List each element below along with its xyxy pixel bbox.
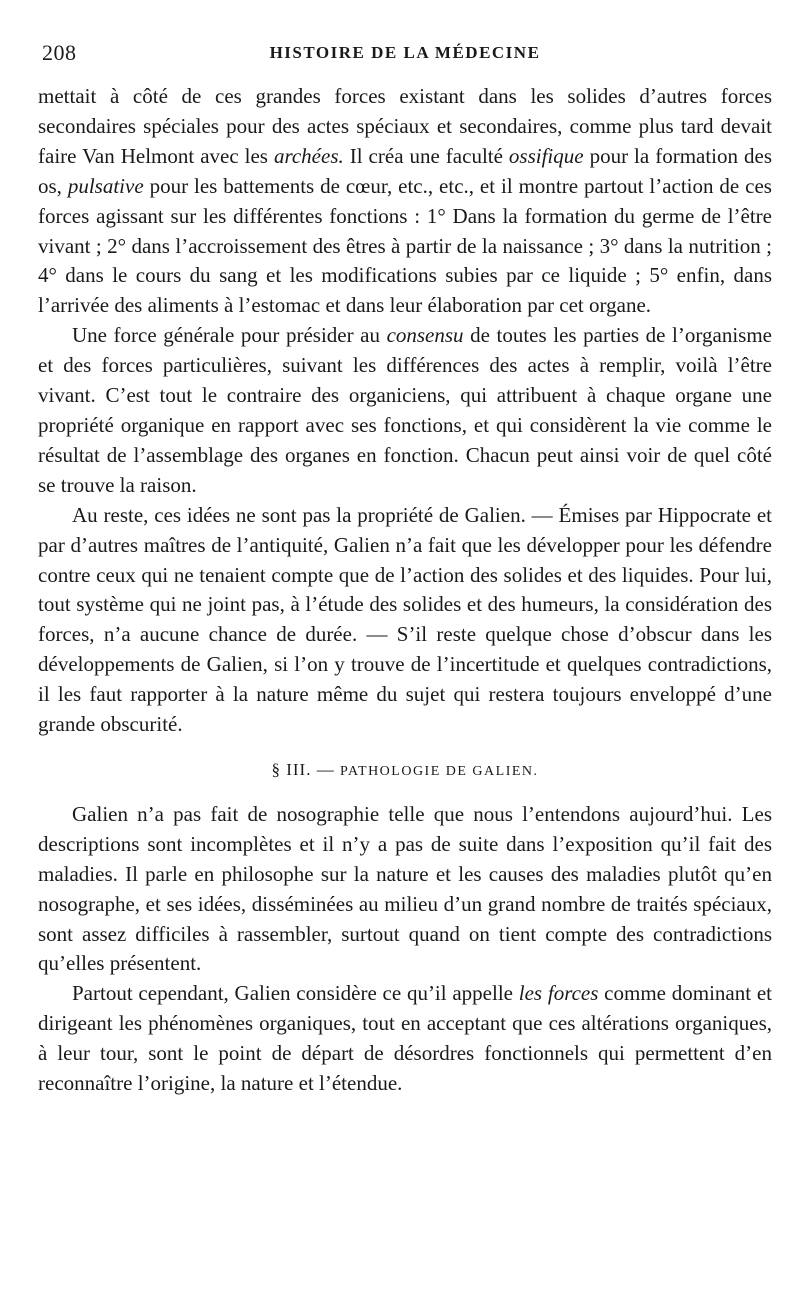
text-run: Partout cependant, Galien considère ce qu’il appelle — [72, 981, 519, 1006]
paragraph — [38, 501, 772, 740]
text-run: pour la formation des os, — [38, 143, 772, 198]
paragraph — [38, 979, 772, 1099]
text-run: Il créa une faculté — [343, 143, 509, 168]
text-run: de toutes les parties de l’organisme et des forces particulières, suivant les différences des actes à remplir, voilà l’être vivant. C’est tout le contraire des organiciens, qui attribuent à chaque organe une propriété organique en rapport avec ses fonctions, et qui considèrent la vie comme le résultat de l’assemblage des organes en fonction. Chacun peut ainsi voir de quel côté se trouve la raison. — [38, 323, 772, 497]
book-page — [38, 40, 772, 1099]
paragraph — [38, 321, 772, 500]
body-text-top — [38, 82, 772, 740]
running-head — [38, 40, 772, 74]
section-title: PATHOLOGIE DE GALIEN. — [339, 763, 539, 779]
paragraph — [38, 82, 772, 321]
section-heading — [38, 760, 772, 780]
section-number: § III. — [271, 759, 312, 779]
paragraph — [38, 800, 772, 979]
text-run: pour les battements de cœur, etc., etc., et il montre partout l’action de ces forces agissant sur les différentes fonctions : 1° Dans la formation du germe de l’être vivant ; 2° dans l’accroissement des êtres à partir de la naissance ; 3° dans la nutrition ; 4° dans le cours du sang et les modifications subies par ce liquide ; 5° enfin, dans l’arrivée des aliments à l’estomac et dans leur élaboration par cet organe. — [38, 173, 772, 318]
page-number: 208 — [42, 40, 77, 65]
italic-term: les forces — [518, 981, 599, 1006]
body-text-bottom — [38, 800, 772, 1099]
text-run: Galien n’a pas fait de nosographie telle que nous l’entendons aujourd’hui. Les descriptions sont incomplètes et il n’y a pas de suite dans l’exposition qu’il fait des maladies. Il parle en philosophe sur la nature et les causes des maladies plutôt qu’en nosographe, et ses idées, disséminées au milieu d’un grand nombre de traités spéciaux, sont assez difficiles à rassembler, surtout quand on tient compte des contradictions qu’elles présentent. — [38, 801, 772, 976]
italic-term: ossifique — [508, 143, 584, 168]
text-run: comme dominant et dirigeant les phénomènes organiques, tout en acceptant que ces altérations organiques, à leur tour, sont le point de départ de désordres fonctionnels qui permettent d’en reconnaître l’origine, la nature et l’étendue. — [38, 981, 772, 1096]
italic-term: consensu — [386, 323, 464, 348]
text-run: Une force générale pour présider au — [72, 323, 387, 348]
text-run: mettait à côté de ces grandes forces existant dans les solides d’autres forces secondaires spéciales pour des actes spéciaux et secondaires, comme plus tard devait faire Van Helmont avec les — [38, 84, 772, 168]
italic-term: archées. — [273, 143, 344, 168]
text-run: Au reste, ces idées ne sont pas la propriété de Galien. — Émises par Hippocrate et par d’autres maîtres de l’antiquité, Galien n’a fait que les développer pour les défendre contre ceux qui ne tenaient compte que de l’action des solides et des liquides. Pour lui, tout système qui ne joint pas, à l’étude des solides et des humeurs, la considération des forces, n’a aucune chance de durée. — S’il reste quelque chose d’obscur dans les développements de Galien, si l’on y trouve de l’incertitude et quelques contradictions, il les faut rapporter à la nature même du sujet qui restera toujours enveloppé d’une grande obscurité. — [38, 502, 772, 737]
running-title: HISTOIRE DE LA MÉDECINE — [269, 43, 541, 62]
section-dash: — — [316, 759, 335, 779]
italic-term: pulsative — [67, 173, 144, 198]
